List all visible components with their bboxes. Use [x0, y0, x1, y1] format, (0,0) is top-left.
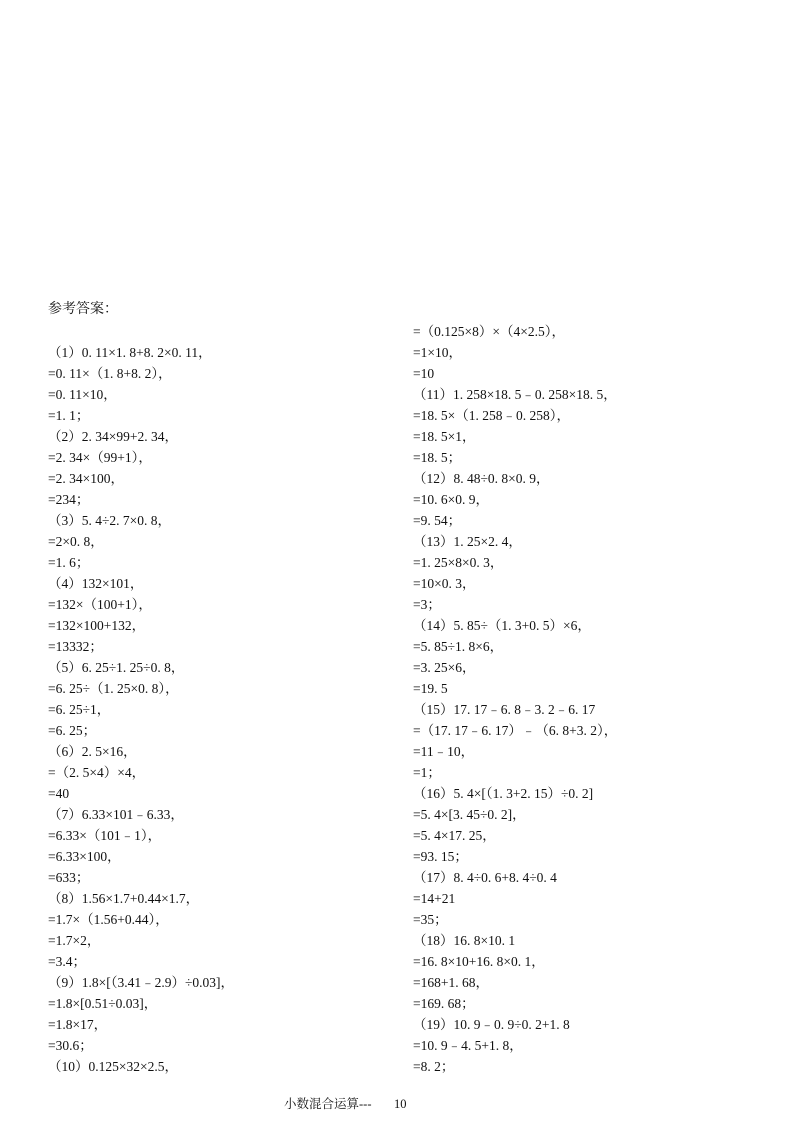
answer-line: （1）0. 11×1. 8+8. 2×0. 11，: [48, 345, 212, 360]
answer-line: =10: [413, 366, 435, 381]
answer-line: =3.4；: [48, 954, 86, 969]
answer-line: （4）132×101，: [48, 576, 144, 591]
answer-line: =10×0. 3，: [413, 576, 476, 591]
answer-line: =9. 54；: [413, 513, 462, 528]
answer-line: =16. 8×10+16. 8×0. 1，: [413, 954, 545, 969]
answer-line: =6. 25；: [48, 723, 97, 738]
answer-line: =6. 25÷1，: [48, 702, 111, 717]
answer-line: =6.33×100，: [48, 849, 121, 864]
answer-line: =1×10，: [413, 345, 462, 360]
answer-line: =169. 68；: [413, 996, 475, 1011]
answer-line: =1.7×（1.56+0.44），: [48, 912, 169, 927]
page-footer: [284, 1094, 407, 1115]
answer-line: （19）10. 9﹣0. 9÷0. 2+1. 8: [413, 1017, 570, 1032]
answer-line: （6）2. 5×16，: [48, 744, 137, 759]
answer-line: =35；: [413, 912, 448, 927]
right-answer-column: [413, 321, 783, 1077]
answer-line: =（2. 5×4）×4，: [48, 765, 146, 780]
answer-line: =0. 11×（1. 8+8. 2），: [48, 366, 172, 381]
answer-line: =1. 1；: [48, 408, 90, 423]
answer-line: （14）5. 85÷（1. 3+0. 5）×6，: [413, 618, 591, 633]
answer-line: =93. 15；: [413, 849, 468, 864]
answer-line: =234；: [48, 492, 90, 507]
answer-line: =2. 34×（99+1），: [48, 450, 152, 465]
answer-line: =1.7×2，: [48, 933, 101, 948]
answer-line: （16）5. 4×[（1. 3+2. 15）÷0. 2]: [413, 786, 594, 801]
answer-line: （9）1.8×[（3.41﹣2.9）÷0.03]，: [48, 975, 235, 990]
left-answer-column: [48, 342, 398, 1077]
answer-line: =0. 11×10，: [48, 387, 117, 402]
answer-line: =1.8×[0.51÷0.03]，: [48, 996, 158, 1011]
page-number: 10: [394, 1097, 407, 1111]
answer-line: （5）6. 25÷1. 25÷0. 8，: [48, 660, 185, 675]
footer-title: 小数混合运算---: [284, 1097, 372, 1111]
answer-line: （13）1. 25×2. 4，: [413, 534, 522, 549]
answer-line: =5. 4×17. 25，: [413, 828, 496, 843]
answer-line: =1. 6；: [48, 555, 90, 570]
answer-line: =5. 85÷1. 8×6，: [413, 639, 504, 654]
answer-line: =14+21: [413, 891, 456, 906]
answer-line: =40: [48, 786, 70, 801]
answer-line: （3）5. 4÷2. 7×0. 8，: [48, 513, 172, 528]
answer-line: =1.8×17，: [48, 1017, 108, 1032]
answer-line: =1. 25×8×0. 3，: [413, 555, 504, 570]
answer-line: =2. 34×100，: [48, 471, 124, 486]
answer-line: =3；: [413, 597, 441, 612]
answer-line: （17）8. 4÷0. 6+8. 4÷0. 4: [413, 870, 557, 885]
answer-line: =13332；: [48, 639, 103, 654]
answer-line: =30.6；: [48, 1038, 93, 1053]
answer-line: =1；: [413, 765, 441, 780]
answer-line: （10）0.125×32×2.5，: [48, 1059, 178, 1074]
answer-line: =132×100+132，: [48, 618, 146, 633]
answer-line: =18. 5×（1. 258﹣0. 258），: [413, 408, 570, 423]
answer-line: =19. 5: [413, 681, 448, 696]
answer-line: （12）8. 48÷0. 8×0. 9，: [413, 471, 550, 486]
answer-line: =8. 2；: [413, 1059, 455, 1074]
answer-line: =5. 4×[3. 45÷0. 2]，: [413, 807, 526, 822]
answer-line: （18）16. 8×10. 1: [413, 933, 516, 948]
answer-line: =3. 25×6，: [413, 660, 476, 675]
answer-line: =10. 6×0. 9，: [413, 492, 489, 507]
answer-line: （11）1. 258×18. 5﹣0. 258×18. 5，: [413, 387, 617, 402]
answer-key-heading: 参考答案：: [48, 302, 118, 317]
answer-line: （8）1.56×1.7+0.44×1.7，: [48, 891, 200, 906]
answer-line: =633；: [48, 870, 90, 885]
answer-line: =（0.125×8）×（4×2.5），: [413, 324, 565, 339]
answer-line: =2×0. 8，: [48, 534, 104, 549]
answer-line: =11﹣10，: [413, 744, 475, 759]
answer-line: （2）2. 34×99+2. 34，: [48, 429, 178, 444]
answer-line: （7）6.33×101﹣6.33，: [48, 807, 184, 822]
answer-line: （15）17. 17﹣6. 8﹣3. 2﹣6. 17: [413, 702, 596, 717]
answer-line: =168+1. 68，: [413, 975, 489, 990]
answer-line: =6.33×（101﹣1），: [48, 828, 162, 843]
answer-line: =（17. 17﹣6. 17）﹣（6. 8+3. 2），: [413, 723, 618, 738]
answer-line: =132×（100+1），: [48, 597, 152, 612]
answer-line: =6. 25÷（1. 25×0. 8），: [48, 681, 179, 696]
answer-line: =18. 5×1，: [413, 429, 476, 444]
answer-line: =10. 9﹣4. 5+1. 8，: [413, 1038, 523, 1053]
answer-line: =18. 5；: [413, 450, 462, 465]
